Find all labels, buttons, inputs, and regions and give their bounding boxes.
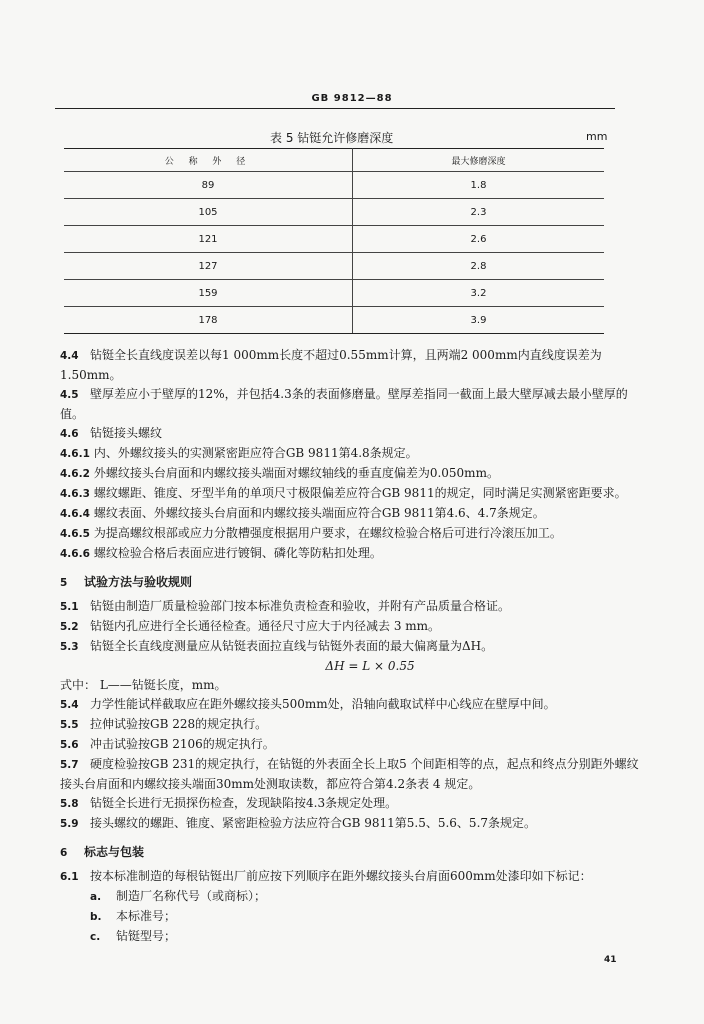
clause-5-9: 5.9 接头螺纹的螺距、锥度、紧密距检验方法应符合GB 9811第5.5、5.6、5.7条规定。	[60, 816, 537, 830]
cell-max-depth: 1.8	[353, 172, 605, 199]
cell-max-depth: 2.6	[353, 226, 605, 253]
clause-5-1: 5.1 钻铤由制造厂质量检验部门按本标准负责检查和验收，并附有产品质量合格证。	[60, 599, 511, 613]
clause-5-4: 5.4 力学性能试样截取应在距外螺纹接头500mm处，沿轴向截取试样中心线应在壁厚中间。	[60, 697, 556, 711]
clause-5-8: 5.8 钻铤全长进行无损探伤检查，发现缺陷按4.3条规定处理。	[60, 796, 398, 810]
list-item: a. 制造厂名称代号（或商标）；	[90, 889, 267, 903]
grinding-depth-table	[64, 148, 604, 334]
list-item: b. 本标准号；	[90, 909, 177, 923]
section-6-heading: 6 标志与包装	[60, 845, 145, 859]
column-header-nominal-od: 公 称 外 径	[64, 149, 353, 172]
table-row	[64, 226, 604, 253]
section-5-heading: 5 试验方法与验收规则	[60, 575, 193, 589]
table-header-row	[64, 149, 604, 172]
table-row	[64, 199, 604, 226]
cell-max-depth: 3.9	[353, 307, 605, 334]
header-rule	[55, 108, 615, 109]
table-unit: mm	[586, 130, 608, 143]
clause-4-6-6: 4.6.6 螺纹检验合格后表面应进行镀铜、磷化等防粘扣处理。	[60, 546, 382, 560]
table-row	[64, 172, 604, 199]
clause-4-5: 4.5 壁厚差应小于壁厚的12%，并包括4.3条的表面修磨量。壁厚差指同一截面上最大壁厚减去最小壁厚的值。	[60, 387, 628, 421]
page-number: 41	[604, 955, 617, 965]
table-row	[64, 307, 604, 334]
formula-note: 式中： L——钻铤长度，mm。	[60, 678, 227, 692]
table-row	[64, 253, 604, 280]
clause-4-4: 4.4 钻铤全长直线度误差以每1 000mm长度不超过0.55mm计算，且两端2 000mm内直线度误差为1.50mm。	[60, 348, 602, 382]
clause-4-6-3: 4.6.3 螺纹螺距、锥度、牙型半角的单项尺寸极限偏差应符合GB 9811的规定，同时满足实测紧密距要求。	[60, 486, 627, 500]
cell-nominal-od: 178	[64, 307, 353, 334]
cell-max-depth: 3.2	[353, 280, 605, 307]
cell-max-depth: 2.8	[353, 253, 605, 280]
cell-nominal-od: 121	[64, 226, 353, 253]
clause-5-7: 5.7 硬度检验按GB 231的规定执行，在钻铤的外表面全长上取5 个间距相等的点，起点和终点分别距外螺纹接头台肩面和内螺纹接头端面30mm处测取读数，都应符合第4.2条表 4 规定。	[60, 757, 639, 791]
clause-5-3: 5.3 钻铤全长直线度测量应从钻铤表面拉直线与钻铤外表面的最大偏离量为ΔH。	[60, 639, 494, 653]
clause-4-6: 4.6 钻铤接头螺纹	[60, 426, 163, 440]
list-item: c. 钻铤型号；	[90, 929, 177, 943]
clause-5-2: 5.2 钻铤内孔应进行全长通径检查。通径尺寸应大于内径减去 3 mm。	[60, 619, 441, 633]
clause-6-1: 6.1 按本标准制造的每根钻铤出厂前应按下列顺序在距外螺纹接头台肩面600mm处漆印如下标记：	[60, 869, 592, 883]
cell-max-depth: 2.3	[353, 199, 605, 226]
cell-nominal-od: 105	[64, 199, 353, 226]
body-text	[60, 346, 640, 947]
cell-nominal-od: 127	[64, 253, 353, 280]
clause-4-6-1: 4.6.1 内、外螺纹接头的实测紧密距应符合GB 9811第4.8条规定。	[60, 446, 418, 460]
clause-4-6-2: 4.6.2 外螺纹接头台肩面和内螺纹接头端面对螺纹轴线的垂直度偏差为0.050mm。	[60, 466, 499, 480]
clause-4-6-5: 4.6.5 为提高螺纹根部或应力分散槽强度根据用户要求，在螺纹检验合格后可进行冷滚压加工。	[60, 526, 562, 540]
cell-nominal-od: 89	[64, 172, 353, 199]
column-header-max-depth: 最大修磨深度	[353, 149, 605, 172]
clause-5-6: 5.6 冲击试验按GB 2106的规定执行。	[60, 737, 275, 751]
clause-5-5: 5.5 拉伸试验按GB 228的规定执行。	[60, 717, 268, 731]
cell-nominal-od: 159	[64, 280, 353, 307]
straightness-formula: ΔH = L × 0.55	[325, 659, 415, 673]
table-title: 表 5 钻铤允许修磨深度	[270, 131, 394, 145]
standard-header: GB 9812—88	[311, 93, 393, 104]
clause-4-6-4: 4.6.4 螺纹表面、外螺纹接头台肩面和内螺纹接头端面应符合GB 9811第4.6、4.7条规定。	[60, 506, 545, 520]
table-row	[64, 280, 604, 307]
